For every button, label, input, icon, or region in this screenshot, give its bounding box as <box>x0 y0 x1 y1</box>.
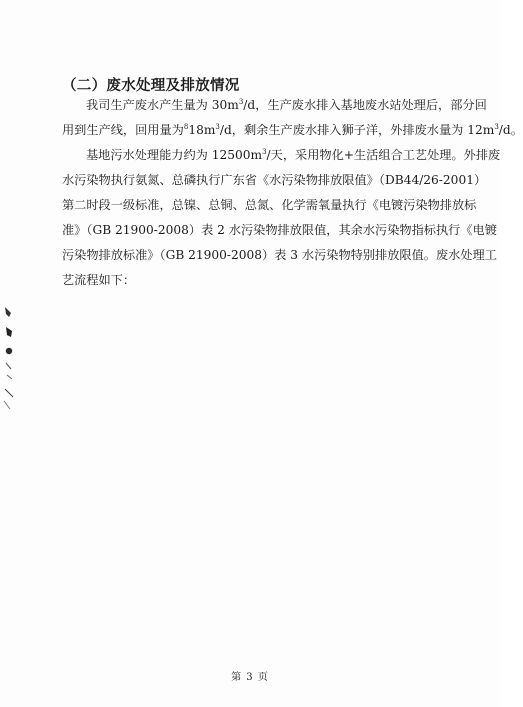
paragraph-line: 水污染物执行氨氮、总磷执行广东省《水污染物排放限值》（DB44/26-2001） <box>62 173 487 187</box>
binding-hole-marks <box>2 305 16 415</box>
paragraph-line: 艺流程如下： <box>62 273 136 287</box>
paragraph-line: 准》（GB 21900-2008）表 2 水污染物排放限值，其余水污染物指标执行《电镀 <box>62 223 497 237</box>
paragraph-line: 我司生产废水产生量为 $30m^3/d$，生产废水排入基地废水站处理后，部分回 <box>86 97 487 112</box>
section-heading: （二）废水处理及排放情况 <box>62 78 240 94</box>
paragraph-line: 第二时段一级标准，总镍、总铜、总氮、化学需氧量执行《电镀污染物排放标 <box>62 198 477 212</box>
paragraph-treatment-standards <box>62 143 501 293</box>
paragraph-line: 污染物排放标准》（GB 21900-2008）表 3 水污染物特别排放限值。废水处理工 <box>62 248 497 262</box>
page-number: 第 3 页 <box>231 672 269 683</box>
paragraph-line: 基地污水处理能力约为 $12500m^3/$天，采用物化+生活组合工艺处理。外排废 <box>86 147 501 162</box>
paragraph-line: 用到生产线，回用量为$^818m^3/d$，剩余生产废水排入狮子洋，外排废水量为 $12m^3/d$。 <box>62 122 523 137</box>
paragraph-production-wastewater <box>62 93 523 143</box>
